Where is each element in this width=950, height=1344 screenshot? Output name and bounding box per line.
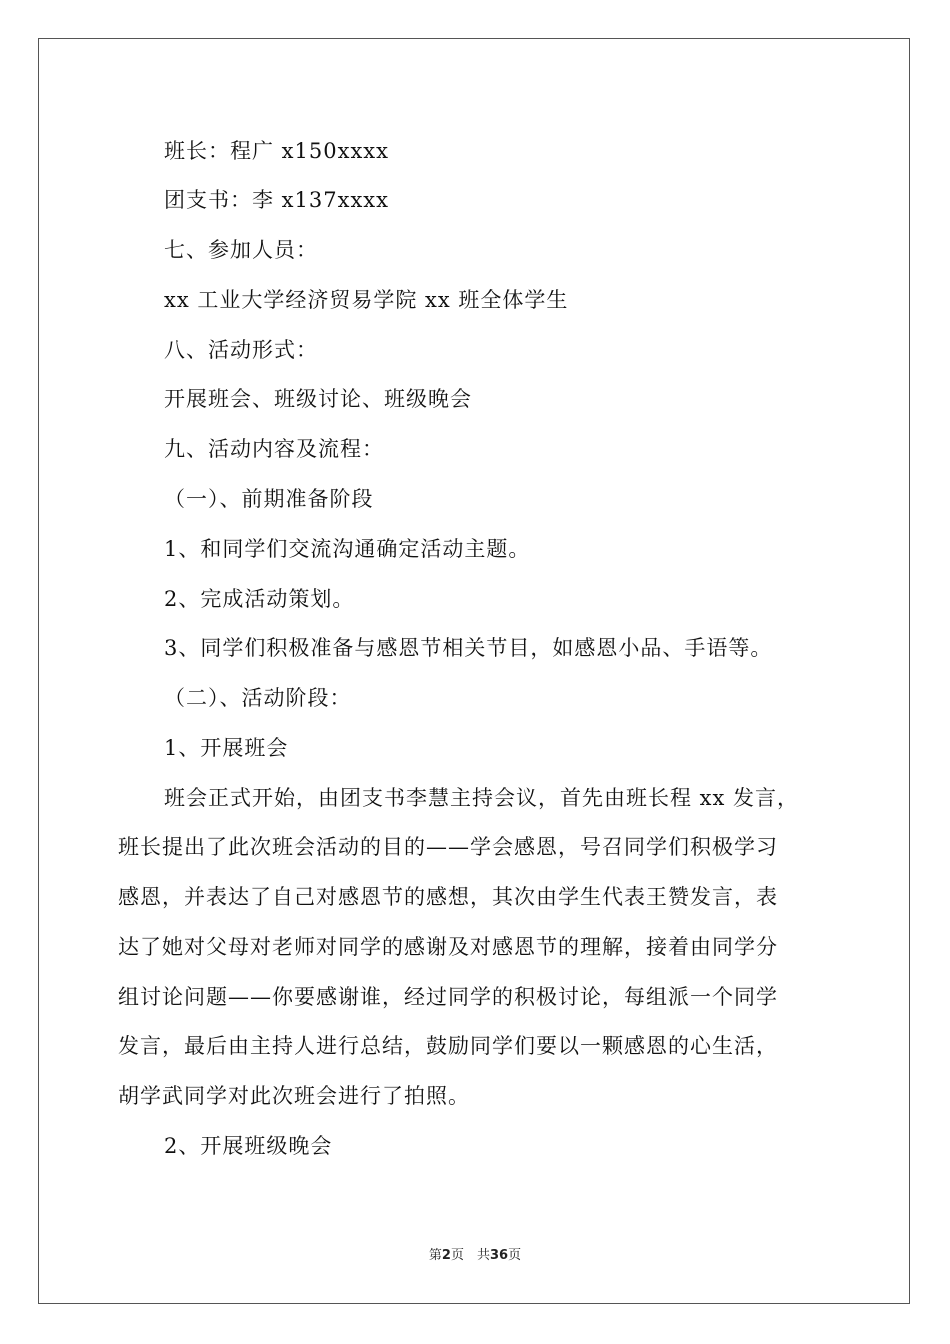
footer-total-pages: 36	[489, 1248, 509, 1263]
paragraph-line: 感恩，并表达了自己对感恩节的感想，其次由学生代表王赞发言，表	[118, 885, 778, 909]
list-item: 2、完成活动策划。	[164, 587, 355, 611]
section-heading: 九、活动内容及流程：	[164, 437, 384, 461]
section-heading: 七、参加人员：	[164, 238, 318, 262]
footer-prefix: 第	[428, 1248, 442, 1263]
paragraph-line: 达了她对父母对老师对同学的感谢及对感恩节的理解，接着由同学分	[118, 935, 778, 959]
footer-suffix: 页	[508, 1248, 522, 1263]
paragraph-line: 班会正式开始，由团支书李慧主持会议，首先由班长程 xx 发言，	[164, 786, 800, 810]
text-line: 班长：程广 x150xxxx	[164, 139, 389, 163]
list-item: 1、和同学们交流沟通确定活动主题。	[164, 537, 531, 561]
list-item: 3、同学们积极准备与感恩节相关节目，如感恩小品、手语等。	[164, 636, 773, 660]
list-item: 1、开展班会	[164, 736, 289, 760]
page-border	[38, 38, 910, 1304]
subsection-heading: （一）、前期准备阶段	[164, 487, 374, 511]
text-line: 开展班会、班级讨论、班级晚会	[164, 387, 472, 411]
text-line: 团支书：李 x137xxxx	[164, 188, 389, 212]
footer-page-number: 2	[441, 1248, 451, 1263]
subsection-heading: （二）、活动阶段：	[164, 686, 352, 710]
footer-mid: 页 共	[450, 1248, 490, 1263]
paragraph-line: 班长提出了此次班会活动的目的——学会感恩，号召同学们积极学习	[118, 835, 778, 859]
paragraph-line: 组讨论问题——你要感谢谁，经过同学的积极讨论，每组派一个同学	[118, 985, 778, 1009]
paragraph-line: 胡学武同学对此次班会进行了拍照。	[118, 1084, 470, 1108]
list-item: 2、开展班级晚会	[164, 1134, 333, 1158]
page-footer	[0, 1248, 950, 1264]
text-line: xx 工业大学经济贸易学院 xx 班全体学生	[164, 288, 569, 312]
section-heading: 八、活动形式：	[164, 338, 318, 362]
paragraph-line: 发言，最后由主持人进行总结，鼓励同学们要以一颗感恩的心生活，	[118, 1034, 778, 1058]
